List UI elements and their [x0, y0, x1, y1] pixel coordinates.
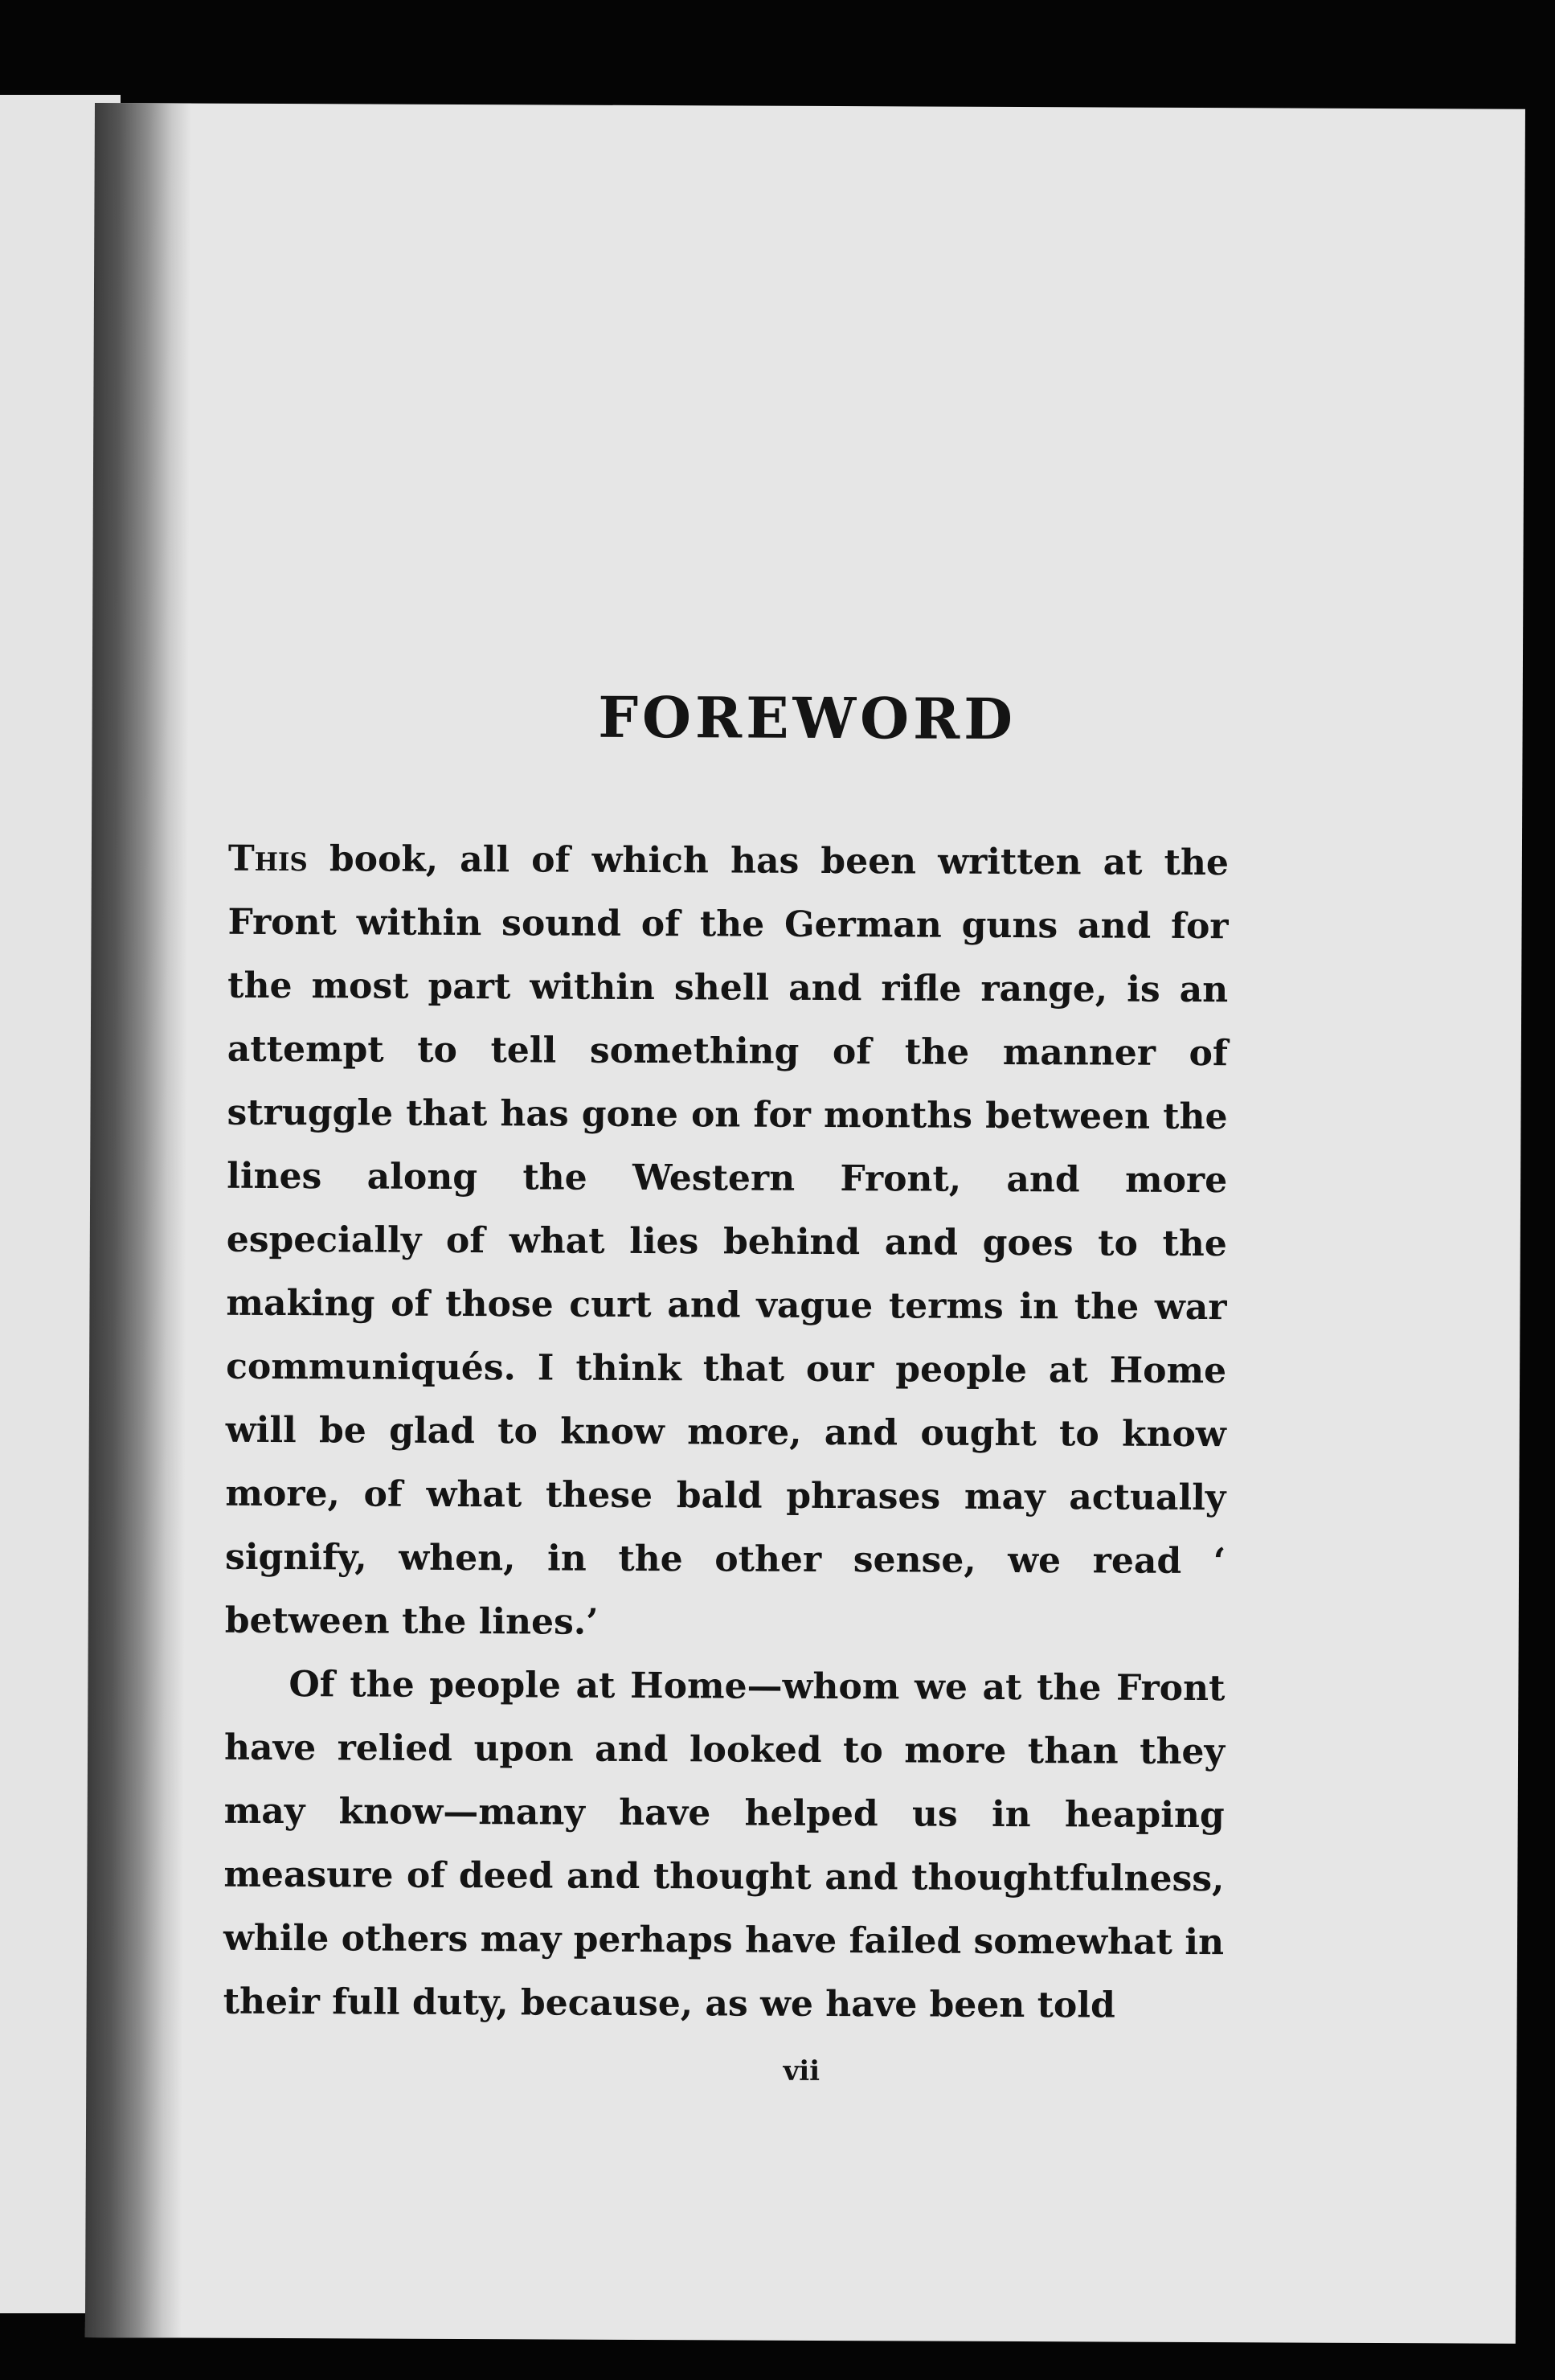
paragraph-1: [225, 827, 1229, 1657]
page-number: vii: [783, 2054, 820, 2087]
paragraph-2-text: Of the people at Home—whom we at the Front have relied upon and looked to more than they may know—many have helped us in heaping measure of deed and thought and thoughtfulness, while others may perhaps have failed somewhat in their full duty, because, as we have been told: [223, 1664, 1226, 2026]
paragraph-1-text: book, all of which has been written at the Front within sound of the German guns and for the most part within shell and rifle range, is an attempt to tell something of the manner of struggle that has gone on for months between the lines along the Western Front, and more especially of what lies behind and goes to the making of those curt and vague terms in the war communiqués. I think that our people at Home will be glad to know more, and ought to know more, of what these bald phrases may actually signify, when, in the other sense, we read ‘ between the lines.’: [224, 838, 1229, 1643]
paragraph-1-lead-word: This: [227, 838, 308, 880]
chapter-title: FOREWORD: [598, 683, 1017, 753]
body-text: [223, 827, 1230, 2038]
paragraph-2: [223, 1653, 1226, 2038]
page-gutter-shadow: [85, 103, 191, 2337]
book-page: [85, 103, 1525, 2344]
